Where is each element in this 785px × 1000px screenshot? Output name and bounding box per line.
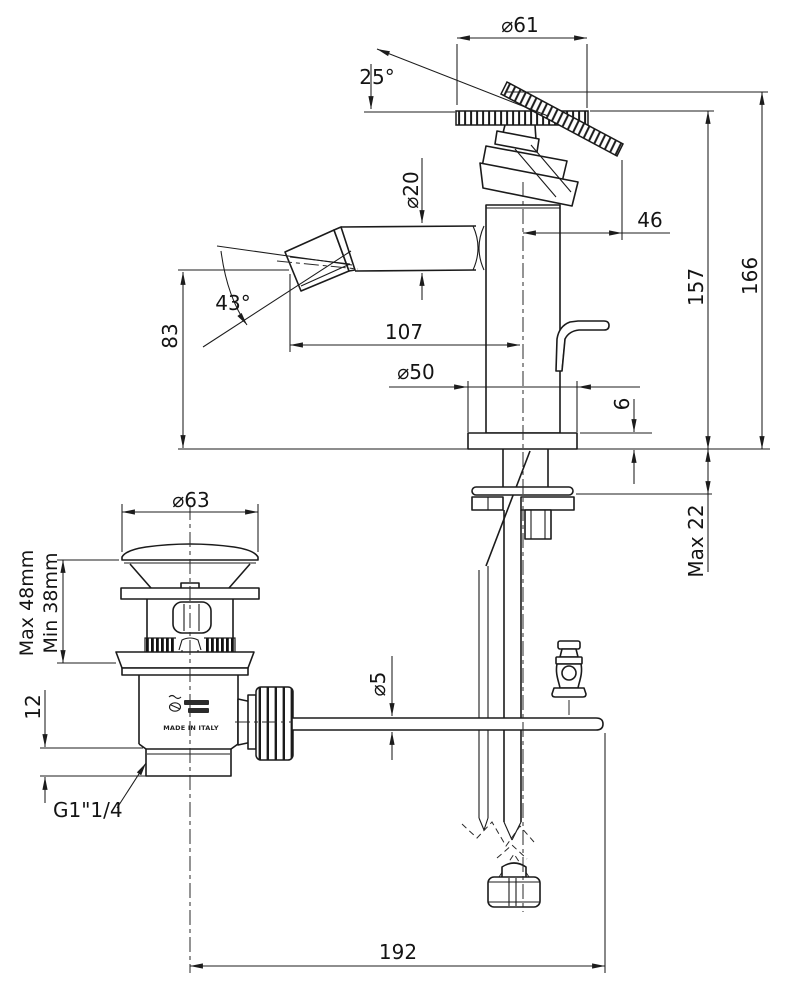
- faucet-body: [473, 205, 560, 433]
- dim-base-diameter: ⌀50: [397, 360, 435, 384]
- dim-tailpiece-thread-length: 12: [21, 694, 45, 720]
- dim-rod-reach: 192: [378, 940, 418, 964]
- dim-rod-diameter: ⌀5: [366, 671, 390, 697]
- dim-drain-thread-size: G1"1/4: [53, 798, 123, 822]
- dim-max-deck-thickness: Max 22: [684, 504, 708, 578]
- dim-drain-cap-diameter: ⌀63: [172, 488, 210, 512]
- dim-drain-max-height: Max 48mm: [16, 549, 38, 657]
- made-in-italy-marking: MADE IN ITALY: [163, 724, 219, 732]
- dim-handle-diameter: ⌀61: [501, 13, 539, 37]
- dim-spout-reach: 107: [384, 320, 424, 344]
- dim-spout-tube-diameter: ⌀20: [399, 171, 423, 209]
- dim-base-plate-thickness: 6: [610, 397, 634, 411]
- dim-height-to-handle: 157: [684, 267, 708, 307]
- dim-handle-tilt-angle: 25°: [359, 65, 395, 89]
- dim-spout-angle: 43°: [215, 291, 251, 315]
- dim-drain-min-height: Min 38mm: [40, 552, 62, 654]
- linkage-rod: [292, 718, 603, 730]
- dim-handle-offset: 46: [637, 208, 663, 232]
- dim-overall-height: 166: [738, 256, 762, 296]
- dim-spout-height: 83: [158, 323, 182, 349]
